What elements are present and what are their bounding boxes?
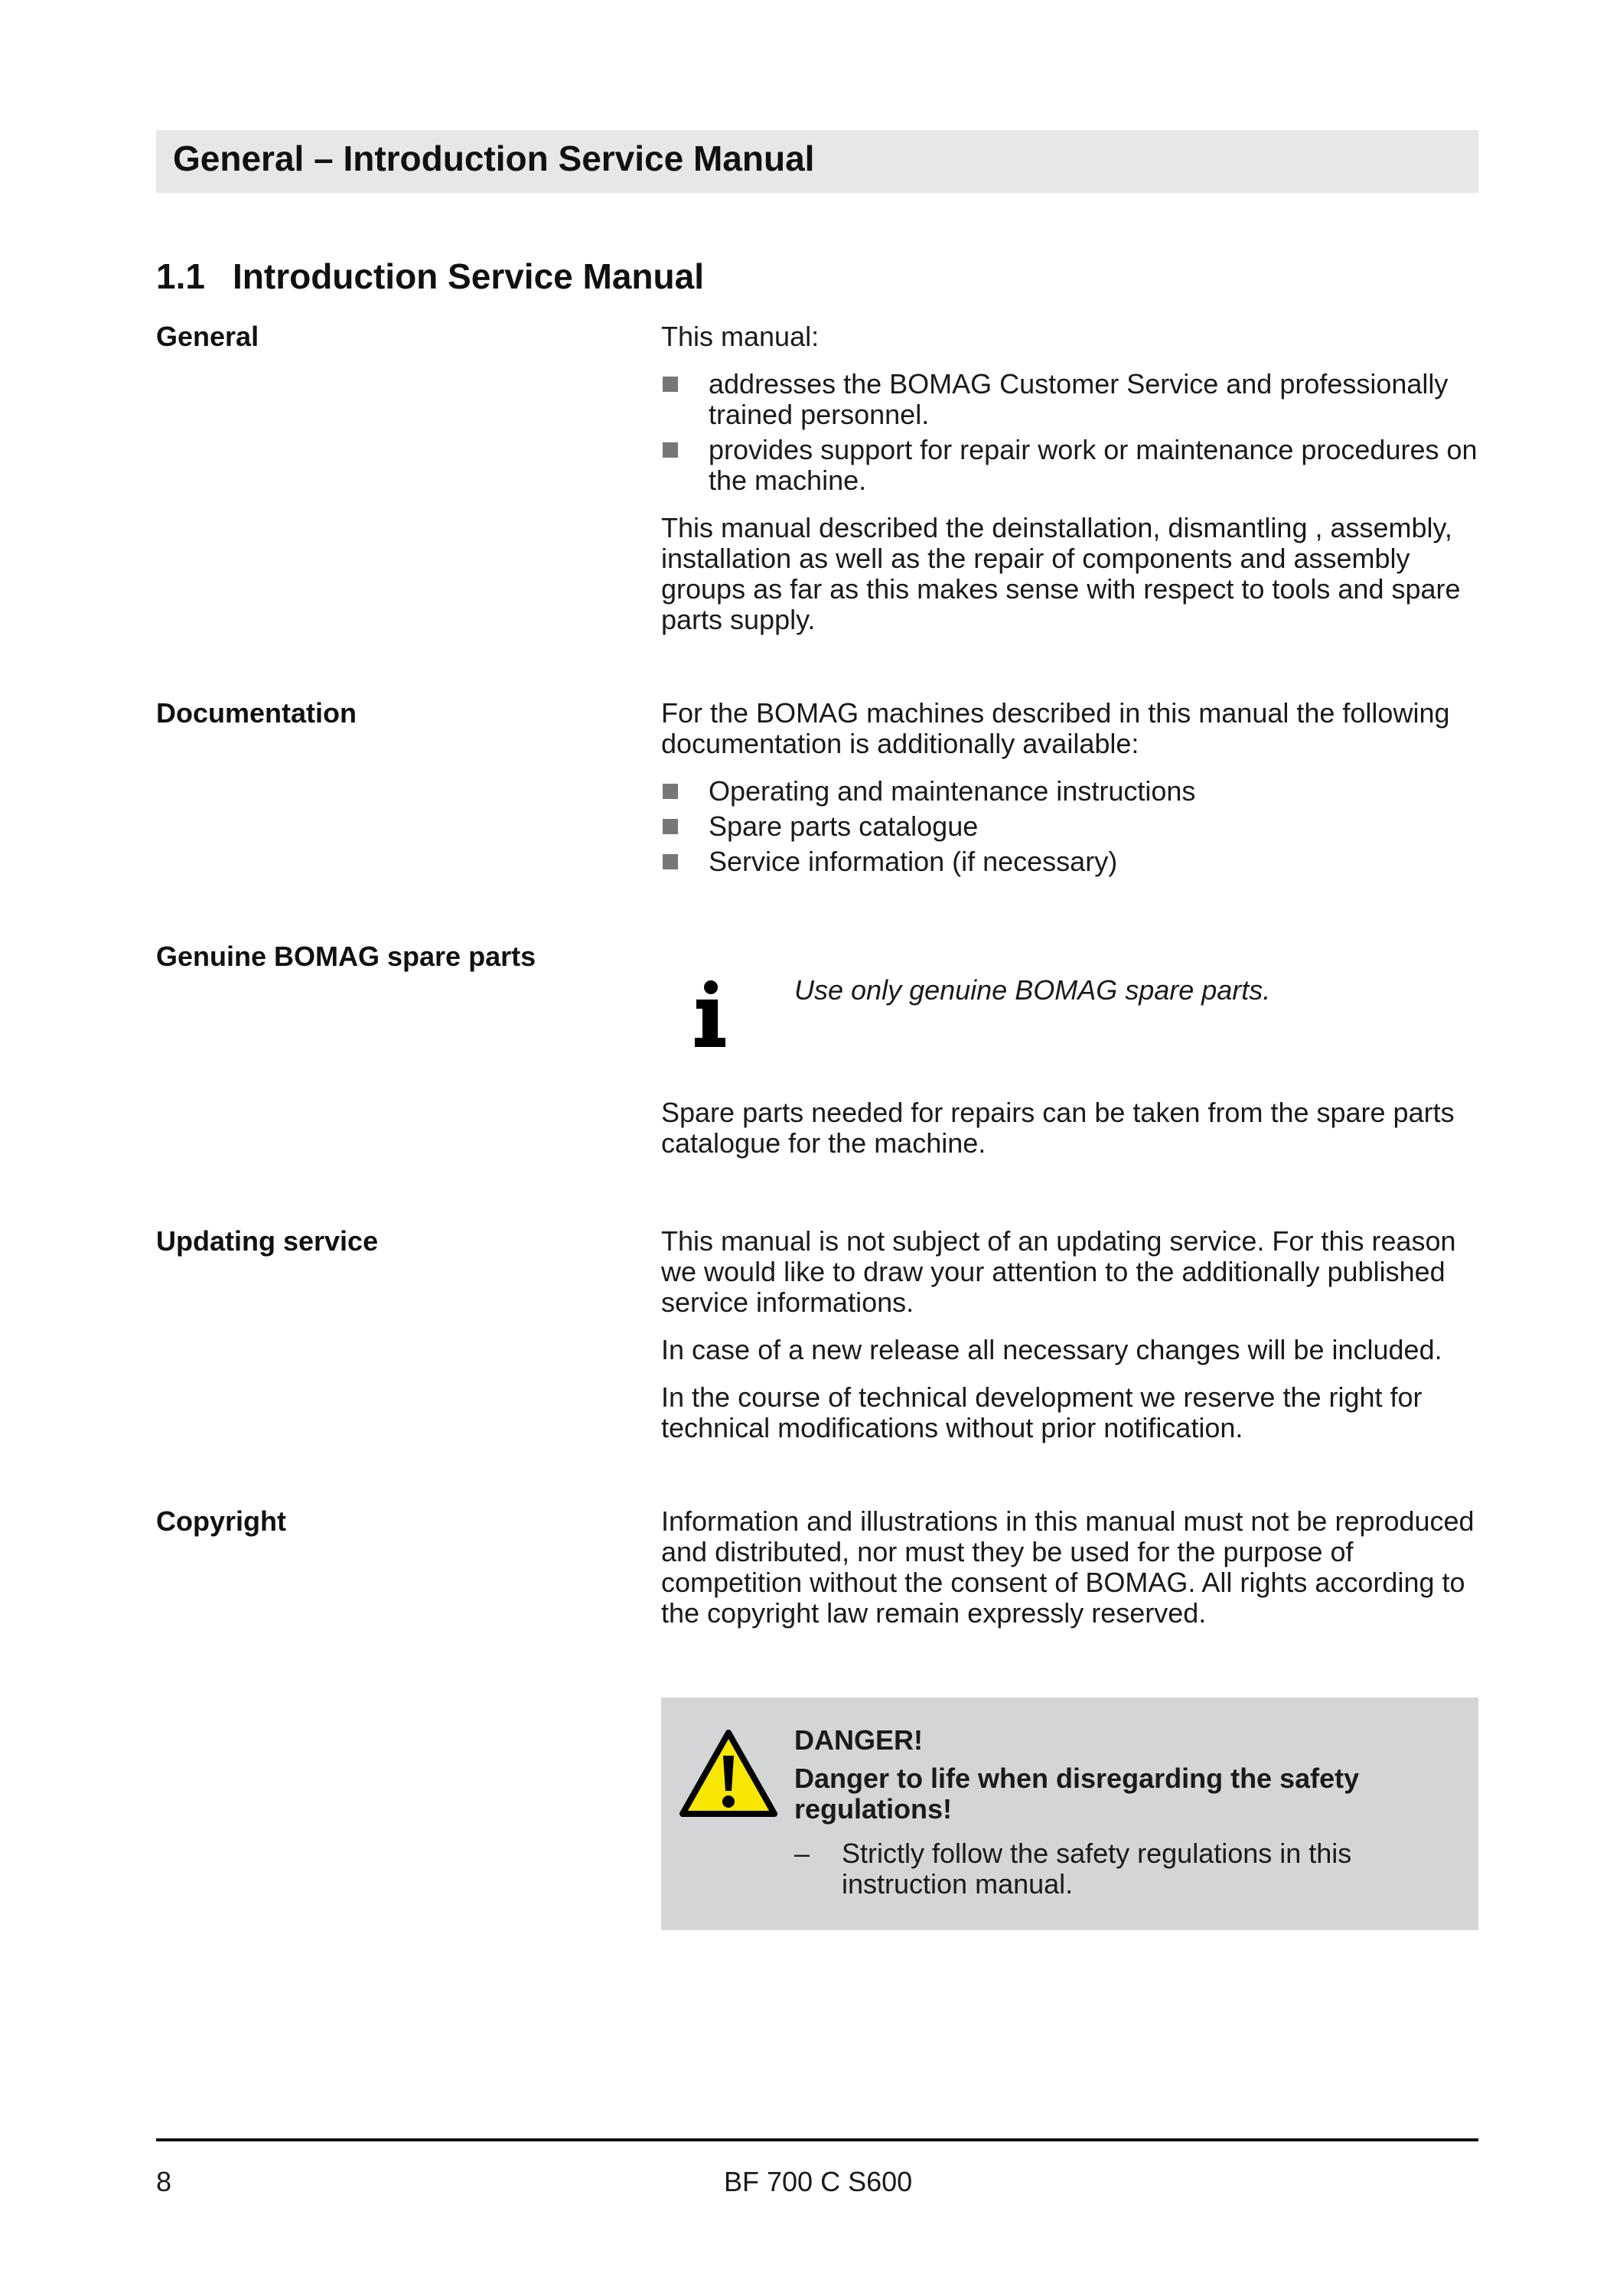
- info-icon: [690, 980, 732, 1049]
- danger-message: Danger to life when disregarding the safety regulations!: [794, 1763, 1360, 1825]
- header-band: [156, 130, 1478, 193]
- info-note: [661, 972, 1478, 1056]
- general-content: [661, 321, 1478, 652]
- page-number: 8: [156, 2166, 172, 2197]
- list-item: Service information (if necessary): [661, 846, 1478, 877]
- updating-paragraph: In the course of technical development we reserve the right for technical modifications without prior notification.: [661, 1381, 1423, 1443]
- section-heading: [156, 256, 704, 297]
- list-item: addresses the BOMAG Customer Service and professionally trained personnel.: [661, 369, 1478, 430]
- info-note-text: Use only genuine BOMAG spare parts.: [794, 974, 1271, 1006]
- danger-title: DANGER!: [794, 1724, 923, 1756]
- danger-step-text: Strictly follow the safety regulations in this instruction manual.: [842, 1838, 1352, 1900]
- footer-rule: [156, 2138, 1478, 2141]
- spare-parts-paragraph: Spare parts needed for repairs can be taken from the spare parts catalogue for the machine.: [661, 1097, 1455, 1159]
- bullet-square-icon: [663, 784, 678, 799]
- general-intro: This manual:: [661, 321, 820, 352]
- bullet-square-icon: [663, 819, 678, 834]
- danger-step: [794, 1838, 1452, 1900]
- label-spare-parts: Genuine BOMAG spare parts: [156, 941, 536, 972]
- section-number: 1.1: [156, 256, 205, 296]
- label-copyright: Copyright: [156, 1505, 286, 1537]
- list-item: provides support for repair work or maintenance procedures on the machine.: [661, 435, 1478, 496]
- step-dash: –: [794, 1838, 810, 1869]
- documentation-intro: For the BOMAG machines described in this manual the following documentation is additionally available:: [661, 697, 1450, 759]
- general-bullet-list: [661, 369, 1478, 496]
- list-item: Spare parts catalogue: [661, 811, 1478, 842]
- label-general: General: [156, 321, 259, 352]
- model-name: BF 700 C S600: [724, 2166, 913, 2197]
- general-paragraph: This manual described the deinstallation, dismantling , assembly, installation as well as the repair of components and assembly groups as far as this makes sense with respect to tools and spare parts supply.: [661, 512, 1461, 635]
- updating-content: [661, 1226, 1478, 1460]
- label-documentation: Documentation: [156, 697, 357, 729]
- updating-paragraph: In case of a new release all necessary changes will be included.: [661, 1334, 1442, 1365]
- bullet-square-icon: [663, 442, 678, 458]
- label-updating-service: Updating service: [156, 1225, 379, 1257]
- spare-parts-content: [661, 1097, 1478, 1176]
- copyright-paragraph: Information and illustrations in this manual must not be reproduced and distributed, nor must they be used for the purpose of competition without the consent of BOMAG. All rights according to the copyright law remain expressly reserved.: [661, 1505, 1475, 1629]
- bullet-square-icon: [663, 854, 678, 869]
- bullet-square-icon: [663, 377, 678, 392]
- documentation-content: [661, 698, 1478, 894]
- copyright-content: [661, 1506, 1478, 1645]
- list-item: Operating and maintenance instructions: [661, 776, 1478, 807]
- danger-box: [661, 1698, 1478, 1930]
- updating-paragraph: This manual is not subject of an updating service. For this reason we would like to draw your attention to the additionally published service informations.: [661, 1225, 1456, 1318]
- documentation-bullet-list: [661, 776, 1478, 877]
- header-title: General – Introduction Service Manual: [173, 139, 815, 178]
- warning-triangle-icon: [678, 1728, 779, 1820]
- section-title: Introduction Service Manual: [233, 256, 704, 296]
